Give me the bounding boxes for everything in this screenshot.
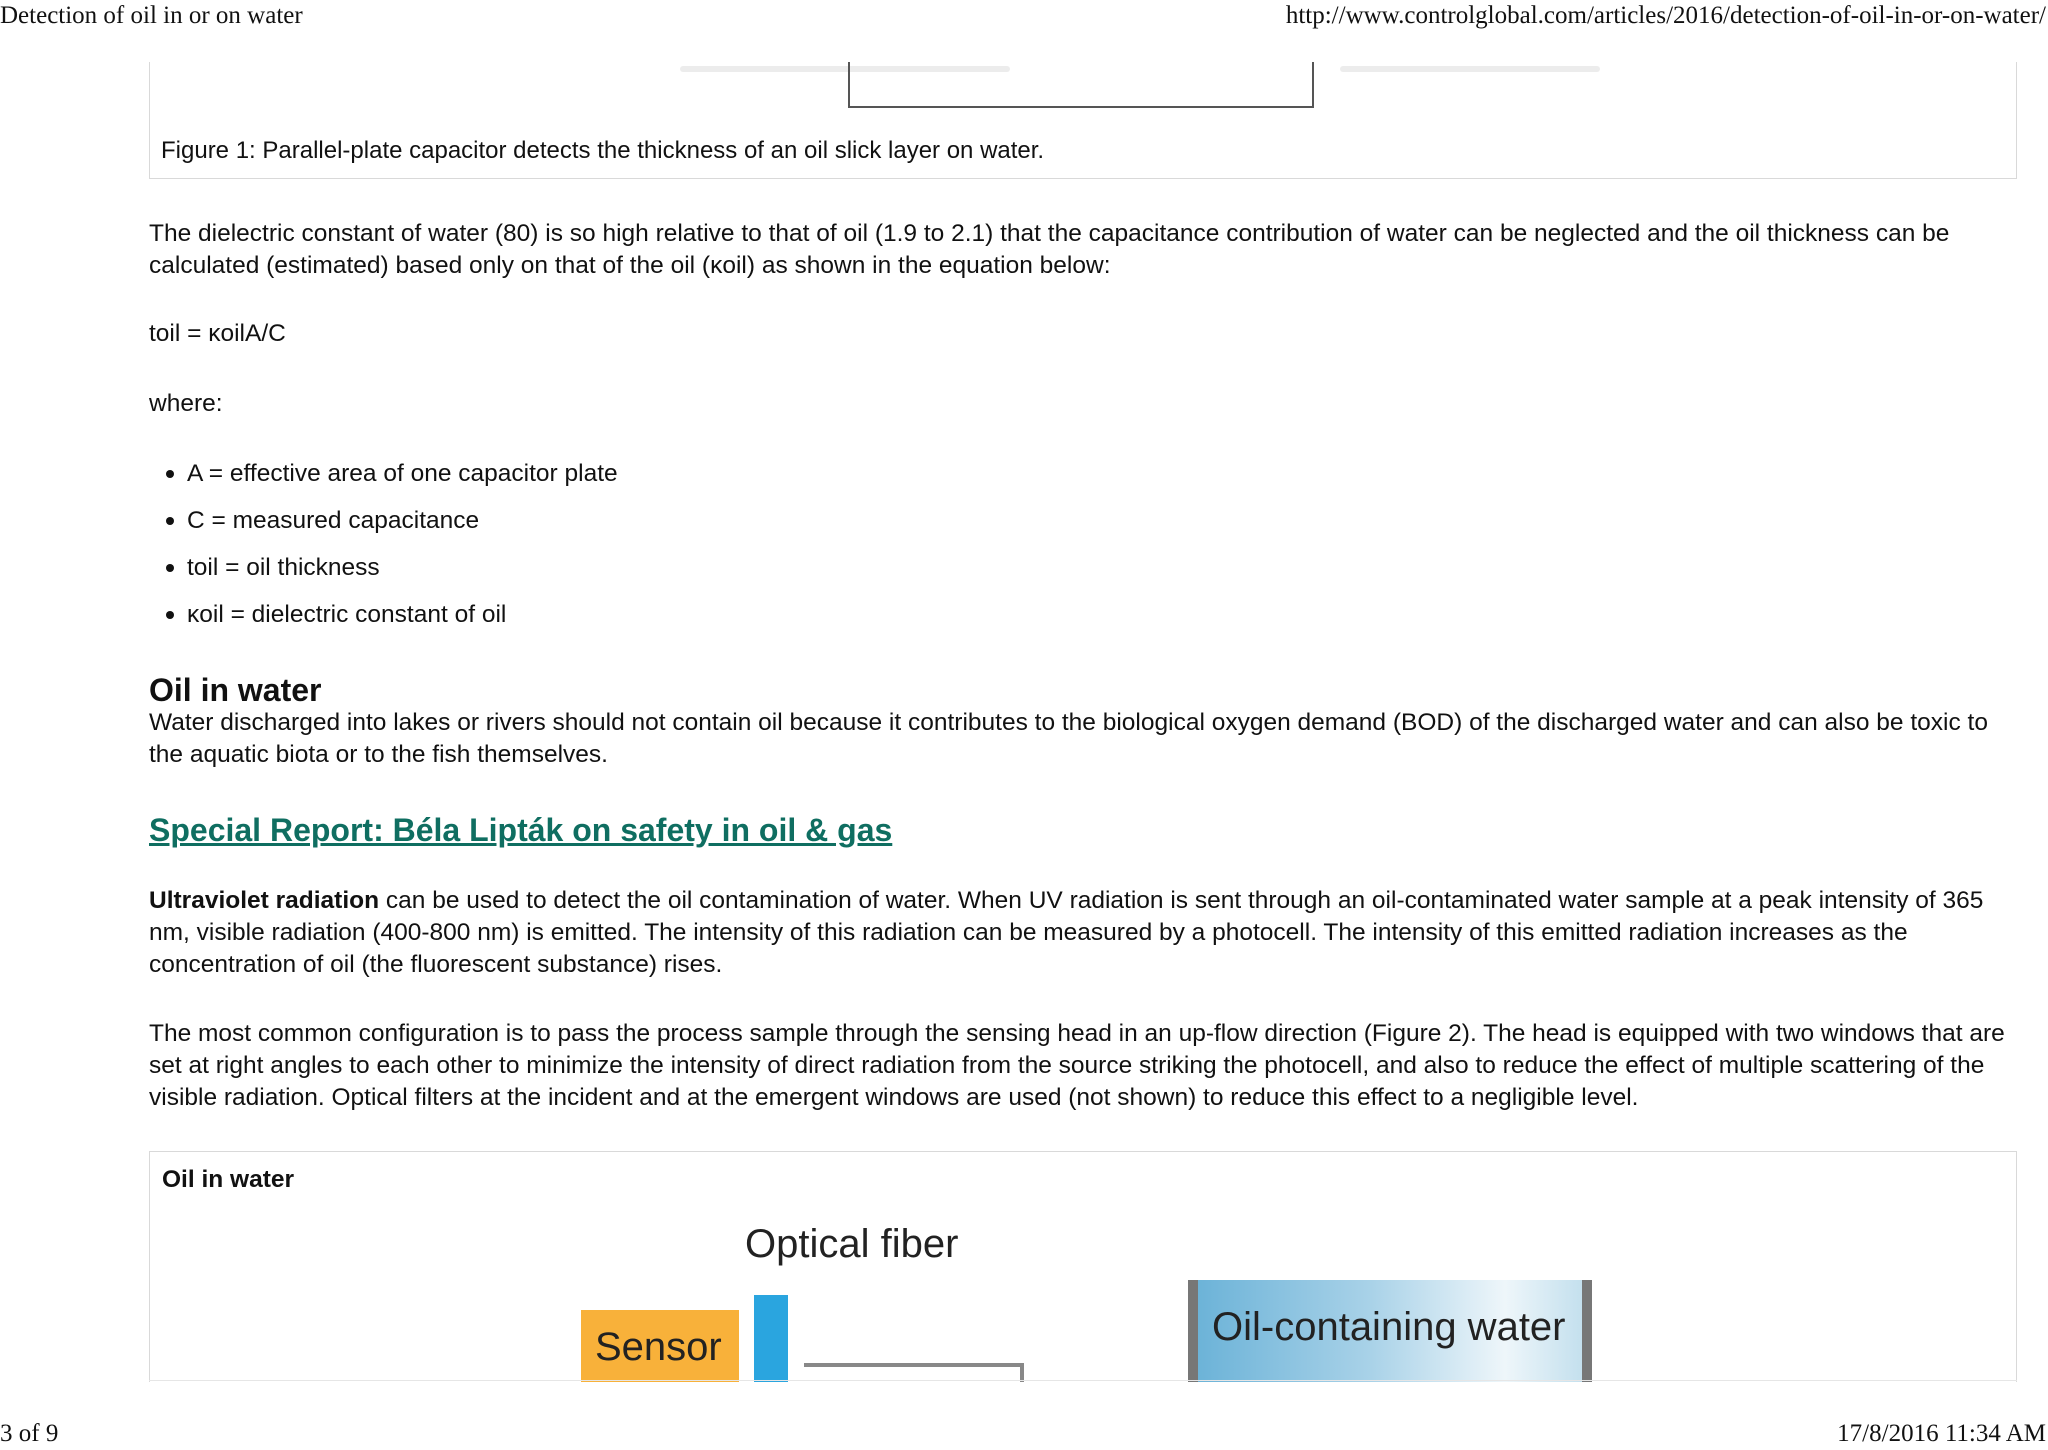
uv-text: can be used to detect the oil contamination of water. When UV radiation is sent through an oil-contaminated water sample at a peak intensity of 365 nm, visible radiation (400-800 nm) is emitted. The intensity of this radiation can be measured by a photocell. The intensity of this emitted radiation increases as the concentration of oil (the fluorescent substance) rises. bbox=[149, 887, 1984, 978]
page-number: 3 of 9 bbox=[0, 1420, 59, 1447]
uv-bold-term: Ultraviolet radiation bbox=[149, 887, 380, 914]
paragraph-configuration: The most common configuration is to pass the process sample through the sensing head in an up-flow direction (Figure 2). The head is equipped with two windows that are set at right angles to each other to minimize the intensity of direct radiation from the source striking the photocell, and also to reduce the effect of multiple scattering of the visible radiation. Optical filters at the incident and at the emergent windows are used (not shown) to reduce this effect to a negligible level. bbox=[149, 1020, 2005, 1111]
oil-containing-water-label: Oil-containing water bbox=[1212, 1305, 1566, 1349]
figure-2-title: Oil in water bbox=[162, 1166, 295, 1193]
sensor-block bbox=[581, 1310, 739, 1382]
figure-1-faded-graphic-right bbox=[1340, 66, 1600, 72]
list-item: C = measured capacitance bbox=[149, 505, 618, 552]
page-cut-divider bbox=[149, 1380, 2017, 1381]
list-item: toil = oil thickness bbox=[149, 552, 618, 599]
print-datetime: 17/8/2016 11:34 AM bbox=[1837, 1420, 2046, 1447]
sensor-label: Sensor bbox=[595, 1325, 722, 1369]
figure-1-capacitor-diagram bbox=[848, 62, 1314, 108]
where-list bbox=[149, 458, 618, 646]
optical-fiber-label: Optical fiber bbox=[745, 1222, 959, 1266]
paragraph-ultraviolet bbox=[149, 885, 2019, 981]
figure-1-caption: Figure 1: Parallel-plate capacitor detects the thickness of an oil slick layer on water. bbox=[161, 137, 1045, 164]
special-report-link[interactable]: Special Report: Béla Lipták on safety in oil & gas bbox=[149, 812, 893, 848]
print-header-title: Detection of oil in or on water bbox=[0, 2, 303, 29]
print-header bbox=[0, 2, 2048, 32]
equation-text: toil = κoilA/C bbox=[149, 320, 286, 347]
figure-2-frame bbox=[149, 1151, 2017, 1382]
print-footer bbox=[0, 1420, 2048, 1450]
optical-fiber-shape bbox=[754, 1295, 788, 1382]
print-header-url: http://www.controlglobal.com/articles/2016/detection-of-oil-in-or-on-water/ bbox=[1285, 2, 2046, 29]
oil-containing-water-block bbox=[1188, 1280, 1592, 1382]
where-label: where: bbox=[149, 390, 223, 417]
section-heading-oil-in-water: Oil in water bbox=[149, 672, 322, 708]
paragraph-dielectric: The dielectric constant of water (80) is so high relative to that of oil (1.9 to 2.1) that the capacitance contribution of water can be neglected and the oil thickness can be calculated (estimated) based only on that of the oil (κoil) as shown in the equation below: bbox=[149, 220, 1950, 279]
list-item: A = effective area of one capacitor plate bbox=[149, 458, 618, 505]
list-item: κoil = dielectric constant of oil bbox=[149, 599, 618, 646]
paragraph-oil-in-water: Water discharged into lakes or rivers should not contain oil because it contributes to the biological oxygen demand (BOD) of the discharged water and can also be toxic to the aquatic biota or to the fish themselves. bbox=[149, 709, 1988, 768]
